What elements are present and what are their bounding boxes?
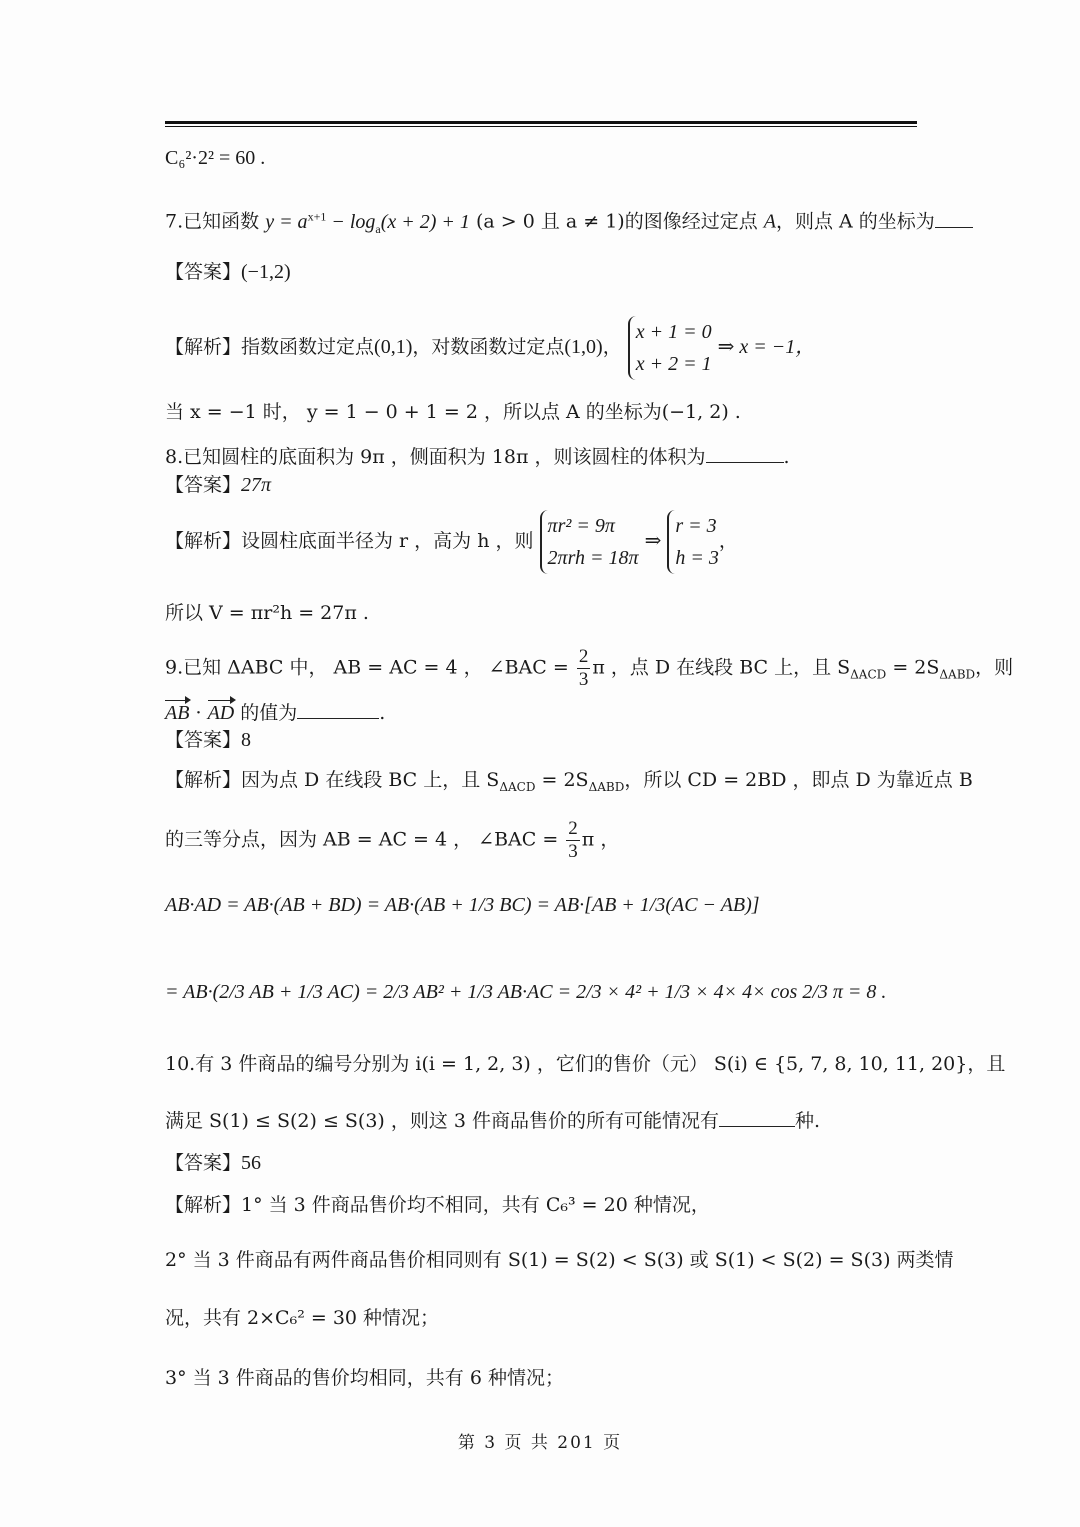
- solution-10-line-2: 2° 当 3 件商品有两件商品售价相同则有 S(1) = S(2) < S(3) 或 S(1) < S(2) = S(3) 两类情: [165, 1249, 954, 1271]
- question-9: 9.已知 ΔABC 中， AB = AC = 4 ， ∠BAC = $\frac{2}{3}$ π ，点 D 在线段 BC 上，且 $S_{\Delta ACD} = 2S_{\Delta ABD}$，则: [165, 646, 1014, 690]
- question-10: 10.有 3 件商品的编号分别为 i(i = 1, 2, 3) ，它们的售价（元） S(i) ∈ {5, 7, 8, 10, 11, 20}，且: [165, 1053, 1006, 1075]
- page-footer: 第 3 页 共 201 页: [457, 1433, 623, 1453]
- question-9-line-2: AB · AD 的值为 .: [165, 702, 386, 724]
- vector-ab: AB: [165, 702, 190, 724]
- solution-9-line-3: AB·AD = AB·(AB + BD) = AB·(AB + 1/3 BC) = AB·[AB + 1/3(AC − AB)]: [165, 894, 760, 916]
- solution-9-line-2: 的三等分点，因为 AB = AC = 4 ， ∠BAC = $\frac{2}{3}$ π ，: [165, 818, 620, 862]
- answer-blank: [719, 1108, 795, 1127]
- answer-blank: [297, 700, 379, 719]
- equation-system: πr² = 9π 2πrh = 18π: [540, 510, 639, 574]
- solution-10-line-3: 况，共有 2×C₆² = 30 种情况；: [165, 1307, 440, 1329]
- answer-7: 【答案】(−1,2): [165, 261, 291, 283]
- answer-8: 【答案】27π: [165, 474, 272, 496]
- solution-10-line-4: 3° 当 3 件商品的售价均相同，共有 6 种情况；: [165, 1367, 564, 1389]
- header-rule-thin: [165, 126, 917, 127]
- question-10-line-2: 满足 S(1) ≤ S(2) ≤ S(3) ，则这 3 件商品售价的所有可能情况有 种.: [165, 1110, 821, 1132]
- answer-9: 【答案】8: [165, 729, 252, 751]
- fraction: $\frac{2}{3}$: [578, 646, 589, 690]
- fraction: $\frac{2}{3}$: [568, 818, 578, 862]
- header-rule-thick: [165, 121, 917, 124]
- solution-9-line-1: 【解析】因为点 D 在线段 BC 上，且 $S_{\Delta ACD} = 2S_{\Delta ABD}$，所以 CD = 2BD ，即点 D 为靠近点 B: [165, 769, 973, 794]
- solution-10-line-1: 【解析】1° 当 3 件商品售价均不相同，共有 C₆³ = 20 种情况，: [165, 1194, 710, 1216]
- answer-blank: [706, 444, 784, 463]
- previous-answer-line: C₆²·2² = 60 .: [165, 147, 266, 169]
- solution-system: r = 3 h = 3: [667, 510, 719, 574]
- solution-7-line-2: 当 x = −1 时， y = 1 − 0 + 1 = 2 ，所以点 A 的坐标为(−1, 2) .: [165, 401, 741, 423]
- answer-10: 【答案】56: [165, 1152, 262, 1174]
- solution-8-line-2: 所以 V = πr²h = 27π .: [165, 602, 369, 624]
- question-8: 8.已知圆柱的底面积为 9π ，侧面积为 18π ，则该圆柱的体积为 .: [165, 446, 790, 468]
- equation-system: x + 1 = 0 x + 2 = 1: [628, 316, 712, 380]
- vector-ad: AD: [207, 702, 235, 724]
- solution-8-line-1: 【解析】设圆柱底面半径为 r ，高为 h ，则 πr² = 9π 2πrh = 18π ⇒ r = 3 h = 3 ，: [165, 510, 738, 574]
- question-7: 7.已知函数 $y = a^{x+1} - \log_a(x + 2) + 1$ (a > 0 且 a ≠ 1)的图像经过定点 A，则点 A 的坐标为: [165, 204, 973, 241]
- solution-9-line-4: = AB·(2/3 AB + 1/3 AC) = 2/3 AB² + 1/3 AB·AC = 2/3 × 4² + 1/3 × 4× 4× cos 2/3 π = 8 .: [165, 981, 887, 1003]
- answer-blank: [935, 209, 973, 228]
- function-expression: $y = a^{x+1} - \log_a(x + 2) + 1$: [265, 209, 470, 236]
- solution-7-line-1: 【解析】指数函数过定点(0,1)，对数函数过定点(1,0)， x + 1 = 0 x + 2 = 1 ⇒ x = −1，: [165, 316, 815, 380]
